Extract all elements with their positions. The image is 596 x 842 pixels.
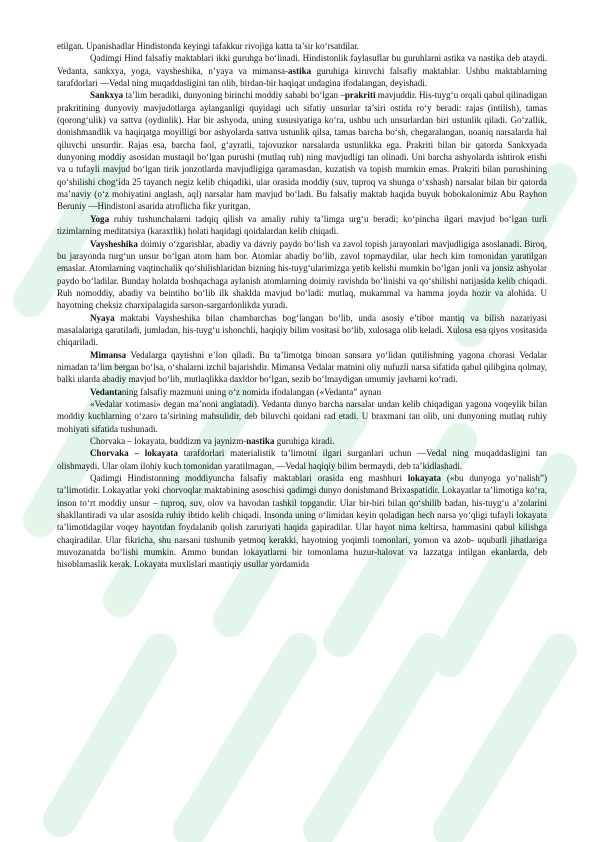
- bold-term: astika: [288, 65, 312, 76]
- paragraph-text: etilgan. Upanishadlar Hindistonda keyingi tafakkur rivojiga katta ta’sir ko‘rsatdilar.: [57, 41, 359, 51]
- paragraph: [57, 398, 547, 435]
- document-body: [57, 40, 547, 571]
- paragraph: [57, 40, 547, 52]
- bold-term: prakriti: [344, 90, 376, 101]
- paragraph: [57, 213, 547, 238]
- paragraph: [57, 435, 547, 447]
- paragraph-text: ning falsafiy mazmuni uning o‘z nomida ifodalangan («Vedanta” aynan: [121, 386, 382, 397]
- bold-term: nastika: [246, 436, 275, 446]
- paragraph: [57, 349, 547, 386]
- bold-term: Vaysheshika: [90, 238, 138, 249]
- paragraph-text: Qadimgi Hindistonning moddiyuncha falsafiy maktablari orasida eng mashhuri: [90, 473, 408, 484]
- bold-term: Yoga: [90, 213, 110, 224]
- bold-term: Mimansa: [90, 349, 127, 360]
- paragraph-text: guruhiga kiradi.: [274, 436, 335, 446]
- paragraph: [57, 238, 547, 312]
- paragraph-text: tarafdorlari materialistik ta’limotni ilgari surganlari uchun ―Vedal ning muqaddasligini tan olishmaydi. Ular olam ilohiy kuch tomonidan yaratilmagan, ―Vedal haqiqiy bilim bermaydi, deb ta’kidlashadi.: [57, 448, 547, 471]
- paragraph-text: mavjuddir. His-tuyg‘u orqali qabul qilinadigan prakritining dunyoviy mavjudotlarga aylanganligi quyidagi uch sifatiy unsurlar ta’siri ostida ro‘y beradi: rajas (intilish), tamas (qorong‘ulik) va sattva (oydinlik). Har bir ashyoda, uning xususiyatiga ko‘ra, ushbu uch unsurlardan biri ustunlik qiladi. Go‘zallik, donishmandlik va haqiqatga moyilligi bor ashyolarda sattva ustunlik qilsa, tamas barcha bo‘sh, chegaralangan, noaniq narsalarda hal qiluvchi unsurdir. Rajas esa, barcha faol, g‘ayratli, tajovuzkor narsalarda ustunlikka ega. Prakriti bilan bir qatorda Sankxyada dunyoning moddiy asosidan mustaqil bo‘lgan purushi (mutlaq ruh) ning mavjudligi tan olinadi. Uni barcha ashyolarda ishtirok etishi va u tufayli mavjud bo‘lgan tirik jonzotlarda mavjudligiga qaramasdan, kuzatish va topish mumkin emas. Prakriti bilan purushining qo‘shilishi chog‘ida 25 tayanch negiz kelib chiqadiki, ular orasida moddiy (suv, tuproq va shunga o‘xshash) narsalar bilan bir qatorda ma’naviy (o‘z mohiyatini anglash, aql) narsalar ham mavjud bo‘ladi. Bu falsafiy maktab haqida buyuk bobokalonimiz Abu Rayhon Beruniy ―Hindistonl asarida atroflicha fikr yuritgan.: [57, 90, 547, 212]
- paragraph-text: ruhiy tushunchalarni tadqiq qilish va amaliy ruhiy ta’limga urg‘u beradi; ko‘pincha ilgari mavjud bo‘lgan turli tizimlarning meditatsiya (karaxtlik) holati haqidagi qoidalardan kelib chiqadi.: [57, 213, 547, 237]
- bold-term: Nyaya: [90, 312, 115, 323]
- bold-term: Chorvaka – lokayata: [90, 448, 178, 459]
- paragraph-text: Vedalarga qaytishni e’lon qiladi. Bu ta’limotga binoan sansara yo‘lidan qutilishning yagona chorasi Vedalar nimadan ta’lim bergan bo‘lsa, o‘shalarni izchil bajarishdir. Mimansa Vedalar matnini oliy nufuzli narsa sifatida qabul qilibgina qolmay, balki ularda abadiy mavjud bo‘lib, mutlaqlikka daxldor bo‘lgan, sezib bo‘lmaydigan umumiy javharni ko‘radi.: [57, 349, 547, 385]
- paragraph-text: Chorvaka – lokayata, buddizm va jaynizm-: [90, 436, 247, 446]
- bold-term: lokayata: [407, 473, 442, 484]
- paragraph-text: guruhiga kiruvchi falsafiy maktablar. Ushbu maktablarning tarafdorlari ―Vedal ning muqaddasligini tan olib, birdan-bir haqiqat undagina ifodalangan, deyishadi.: [57, 65, 547, 89]
- paragraph: [57, 447, 547, 472]
- paragraph-text: maktabi Vaysheshika bilan chambarchas bog‘langan bo‘lib, unda asosiy e’tibor mantiq va bilish nazariyasi masalalariga qaratiladi, jumladan, his-tuyg‘u ishonchli, haqiqiy bilim vositasi bo‘lib, xulosaga olib keladi. Xulosa esa qiyos vositasida chiqariladi.: [57, 312, 547, 348]
- bold-term: Sankxya: [90, 90, 124, 101]
- paragraph-text: doimiy o‘zgarishlar, abadiy va davriy paydo bo‘lish va zavol topish jarayonlari mavjudligiga asoslanadi. Biroq, bu jarayonda turg‘un unsur bo‘lgan atom ham bor. Atomlar abadiy bo‘lib, zavol topmaydilar, ular hech kim tomonidan yaratilgan emaslar. Atomlarning vaqtinchalik qo‘shilishlaridan bizning his-tuyg‘ularimizga yetib kelishi mumkin bo‘lgan jonli va jonsiz ashyolar paydo bo‘ladilar. Bunday holatda boshqachaga aylanish atomlarning doimiy ravishda bo‘linishi va qo‘shilishi natijasida kelib chiqadi. Ruh nomoddiy, abadiy va beintiho bo‘lib ilk shaklda mavjud bo‘ladi: mutlaq, mukammal va hamma joyda hozir va alohida. U hayotning cheksiz charxipalagida sarson-sargardonlikda yuradi.: [57, 238, 547, 311]
- paragraph: [57, 52, 547, 89]
- paragraph-text: Qadimgi Hind falsafiy maktablari ikki guruhga bo‘linadi. Hindistonlik faylasuflar bu guruhlarni astika va nastika deb ataydi. Vedanta, sankxya, yoga, vaysheshika, n’yaya va mimansa-: [57, 53, 547, 76]
- paragraph: [57, 472, 547, 571]
- paragraph: [57, 386, 547, 398]
- paragraph-text: ta’lim beradiki, dunyoning birinchi moddiy sababi bo‘lgan –: [123, 90, 345, 101]
- paragraph: [57, 89, 547, 212]
- bold-term: Vedanta: [90, 386, 122, 397]
- paragraph-text: («bu dunyoga yo‘nalish”) ta’limotidir. Lokayatlar yoki chorvoqlar maktabining asoschisi qadimgi dunyo donishmand Brixaspatidir. Lokayatlar ta’limotiga ko‘ra, inson to‘rt moddiy unsur – tuproq, suv, olov va havodan tashkil topgandir. Ular bir-biri bilan qo‘shilib badan, his-tuyg‘u a’zolarini shakllantiradi va ular asosida ruhiy ibtido kelib chiqadi. Insonda uning o‘limidan keyin qoladigan hech narsa yo‘qligi tufayli lokayata ta’limotidagilar voqey hayotdan foydalanib qolish zaruriyati haqida gapiradilar. Ular hayot nima keltirsa, hammasini qabul kilishga chaqiradilar. Ular fikricha, shu narsani tushunib yetmoq kerakki, hayotning yoqimli tomonlari, yomon va azob- uqubatli jihatlariga muvozanatda bo‘lishi mumkin. Ammo bundan lokayatlarni bir tomonlama huzur-halovat va lazzatga intilgan ekanlarda, deb hisoblamaslik kerak. Lokayata muxlislari mantiqiy usullar yordamida: [57, 473, 547, 570]
- paragraph-text: «Vedalar xotimasi» degan ma’noni anglatadi). Vedanta dunyo barcha narsalar undan kelib chiqadigan yagona voqeylik bilan moddiy kuchlarning o‘zaro ta’sirining mahsulidir, deb biluvchi qoidani rad etadi. U braxmani tan olib, uni dunyoning mutlaq ruhiy mohiyati sifatida tushunadi.: [57, 398, 547, 434]
- paragraph: [57, 312, 547, 349]
